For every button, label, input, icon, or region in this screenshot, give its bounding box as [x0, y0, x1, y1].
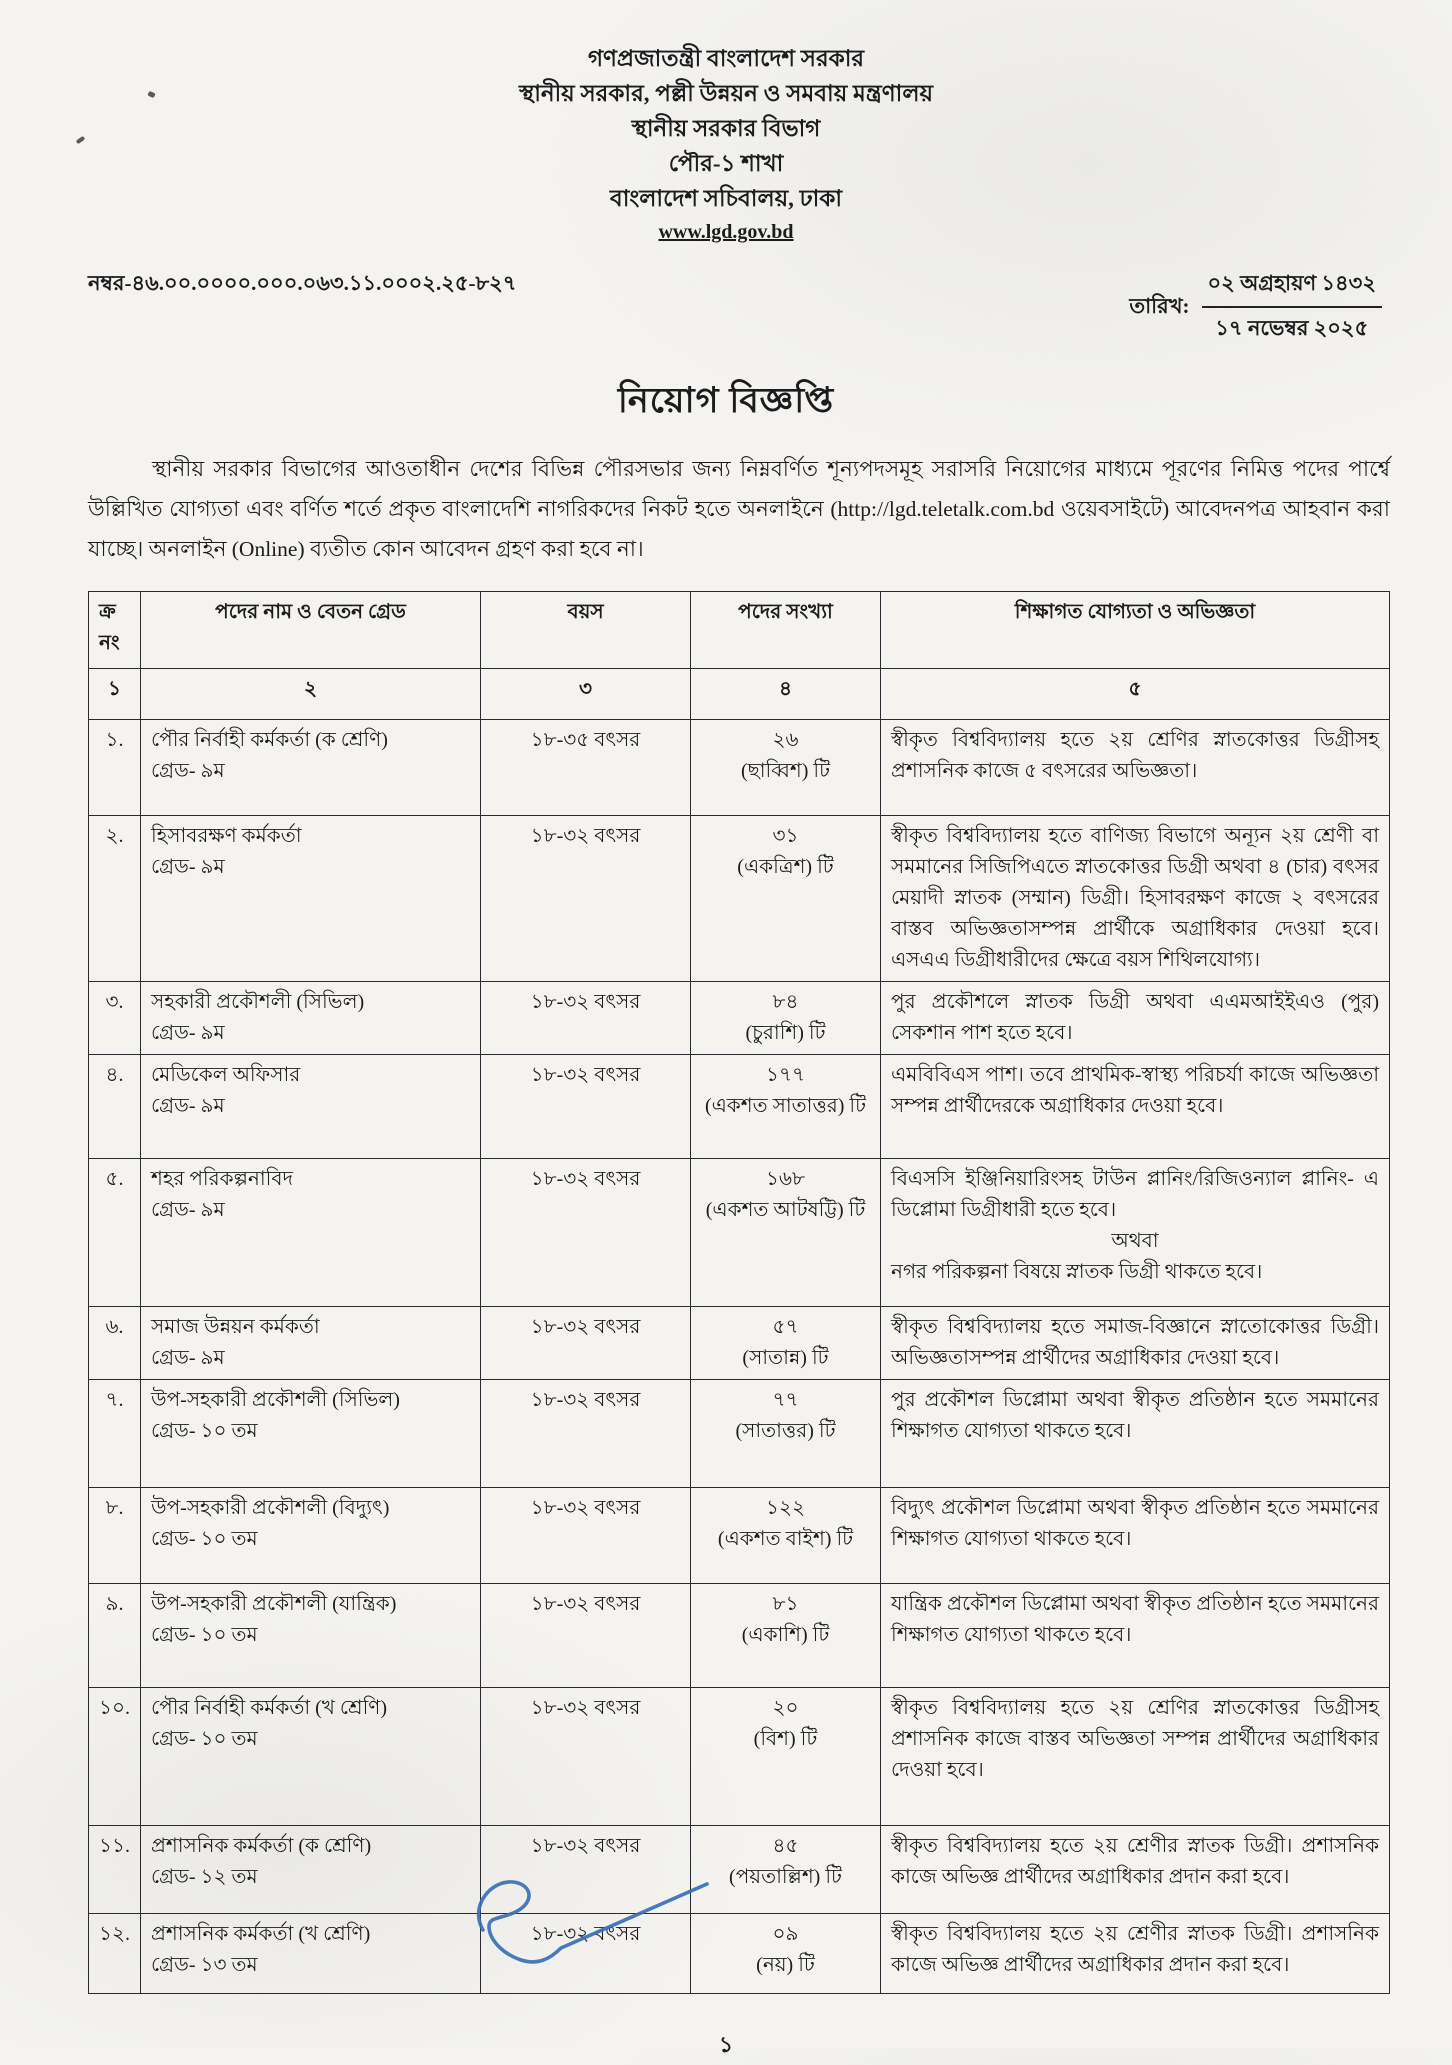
qualification-cell: স্বীকৃত বিশ্ববিদ্যালয় হতে ২য় শ্রেণির স্নাতকোত্তর ডিগ্রীসহ প্রশাসনিক কাজে বাস্তব অভিজ্ঞতা সম্পন্ন প্রার্থীদের অগ্রাধিকার দেওয়া হবে। — [881, 1688, 1390, 1826]
vacancy-count: ৪৫ — [772, 1835, 799, 1858]
memo-row — [88, 267, 1382, 347]
age-cell: ১৮-৩২ বৎসর — [481, 1914, 691, 1994]
signature-scribble — [455, 1868, 735, 1998]
letterhead — [0, 0, 1452, 247]
address-line: বাংলাদেশ সচিবালয়, ঢাকা — [609, 185, 843, 211]
post-cell — [141, 982, 481, 1055]
count-cell — [691, 720, 881, 816]
pay-grade: গ্রেড- ১০ তম — [151, 1528, 258, 1551]
post-name: উপ-সহকারী প্রকৌশলী (বিদ্যুৎ) — [151, 1497, 390, 1520]
post-cell — [141, 1688, 481, 1826]
post-cell — [141, 1914, 481, 1994]
pay-grade: গ্রেড- ৯ম — [151, 760, 225, 783]
date-stack — [1202, 267, 1382, 347]
post-name: শহর পরিকল্পনাবিদ — [151, 1168, 294, 1191]
vacancy-count-words: (একত্রিশ) টি — [737, 856, 834, 879]
post-name: উপ-সহকারী প্রকৌশলী (যান্ত্রিক) — [151, 1593, 397, 1616]
intro-paragraph: স্থানীয় সরকার বিভাগের আওতাধীন দেশের বিভিন্ন পৌরসভার জন্য নিম্নবর্ণিত শূন্যপদসমূহ সরাসরি নিয়োগের মাধ্যমে পূরণের নিমিত্ত পদের পার্শ্বে উল্লিখিত যোগ্যতা এবং বর্ণিত শর্তে প্রকৃত বাংলাদেশি নাগরিকদের নিকট হতে অনলাইনে (http://lgd.teletalk.com.bd ওয়েবসাইটে) আবেদনপত্র আহবান করা যাচ্ছে। অনলাইন (Online) ব্যতীত কোন আবেদন গ্রহণ করা হবে না। — [88, 457, 1390, 561]
serial-cell: ১২. — [89, 1914, 141, 1994]
pay-grade: গ্রেড- ১০ তম — [151, 1624, 258, 1647]
post-cell — [141, 1380, 481, 1488]
government-name: গণপ্রজাতন্ত্রী বাংলাদেশ সরকার — [587, 46, 865, 71]
serial-cell: ৫. — [89, 1159, 141, 1307]
vacancy-count-words: (একশত আটষট্টি) টি — [705, 1199, 866, 1222]
table-row — [89, 1159, 1390, 1307]
table-row — [89, 1488, 1390, 1584]
vacancy-count-words: (সাতাত্তর) টি — [735, 1420, 836, 1443]
post-cell — [141, 1584, 481, 1688]
count-cell — [691, 1488, 881, 1584]
table-row — [89, 1055, 1390, 1159]
vacancy-count: ৭৭ — [772, 1389, 799, 1412]
table-row — [89, 982, 1390, 1055]
age-cell: ১৮-৩২ বৎসর — [481, 1307, 691, 1380]
age-cell: ১৮-৩২ বৎসর — [481, 1055, 691, 1159]
qualification-cell: স্বীকৃত বিশ্ববিদ্যালয় হতে বাণিজ্য বিভাগে অন্যূন ২য় শ্রেণী বা সমমানের সিজিপিএতে স্নাতকোত্তর ডিগ্রী অথবা ৪ (চার) বৎসর মেয়াদী স্নাতক (সম্মান) ডিগ্রী। হিসাবরক্ষণ কাজে ২ বৎসরের বাস্তব অভিজ্ঞতাসম্পন্ন প্রার্থীকে অগ্রাধিকার দেওয়া হবে। এসএএ ডিগ্রীধারীদের ক্ষেত্রে বয়স শিথিলযোগ্য। — [881, 816, 1390, 982]
column-header-post: পদের নাম ও বেতন গ্রেড — [141, 592, 481, 669]
age-cell: ১৮-৩২ বৎসর — [481, 982, 691, 1055]
serial-cell: ৬. — [89, 1307, 141, 1380]
qualification-cell: পুর প্রকৌশল ডিপ্লোমা অথবা স্বীকৃত প্রতিষ্ঠান হতে সমমানের শিক্ষাগত যোগ্যতা থাকতে হবে। — [881, 1380, 1390, 1488]
pay-grade: গ্রেড- ৯ম — [151, 1022, 225, 1045]
vacancy-count: ৫৭ — [772, 1316, 799, 1339]
qualification-cell: স্বীকৃত বিশ্ববিদ্যালয় হতে ২য় শ্রেণীর স্নাতক ডিগ্রী। প্রশাসনিক কাজে অভিজ্ঞ প্রার্থীদের অগ্রাধিকার প্রদান করা হবে। — [881, 1914, 1390, 1994]
qualification-cell: বিদ্যুৎ প্রকৌশল ডিপ্লোমা অথবা স্বীকৃত প্রতিষ্ঠান হতে সমমানের শিক্ষাগত যোগ্যতা থাকতে হবে। — [881, 1488, 1390, 1584]
post-name: পৌর নির্বাহী কর্মকর্তা (খ শ্রেণি) — [151, 1697, 388, 1720]
branch-name: পৌর-১ শাখা — [668, 150, 784, 176]
serial-cell: ১১. — [89, 1826, 141, 1914]
qualification-text: বিএসসি ইঞ্জিনিয়ারিংসহ টাউন প্লানিং/রিজিওন্যাল প্লানিং- এ ডিপ্লোমা ডিগ্রীধারী হতে হবে। — [891, 1168, 1379, 1222]
age-cell: ১৮-৩২ বৎসর — [481, 1584, 691, 1688]
post-name: প্রশাসনিক কর্মকর্তা (ক শ্রেণি) — [151, 1835, 372, 1858]
post-name: প্রশাসনিক কর্মকর্তা (খ শ্রেণি) — [151, 1923, 371, 1946]
qualification-cell: স্বীকৃত বিশ্ববিদ্যালয় হতে সমাজ-বিজ্ঞানে স্নাতোকোত্তর ডিগ্রী। অভিজ্ঞতাসম্পন্ন প্রার্থীদের অগ্রাধিকার দেওয়া হবে। — [881, 1307, 1390, 1380]
vacancy-count-words: (সাতান্ন) টি — [742, 1347, 829, 1370]
pay-grade: গ্রেড- ১২ তম — [151, 1866, 258, 1889]
count-cell — [691, 1380, 881, 1488]
pay-grade: গ্রেড- ৯ম — [151, 1347, 225, 1370]
post-name: পৌর নির্বাহী কর্মকর্তা (ক শ্রেণি) — [151, 729, 388, 752]
count-cell — [691, 816, 881, 982]
column-header-count: পদের সংখ্যা — [691, 592, 881, 669]
table-row — [89, 1826, 1390, 1914]
age-cell: ১৮-৩২ বৎসর — [481, 1826, 691, 1914]
vacancy-count: ৮১ — [772, 1593, 799, 1616]
table-row — [89, 1688, 1390, 1826]
post-cell — [141, 1826, 481, 1914]
column-number-row — [89, 669, 1390, 720]
qualification-cell: যান্ত্রিক প্রকৌশল ডিপ্লোমা অথবা স্বীকৃত প্রতিষ্ঠান হতে সমমানের শিক্ষাগত যোগ্যতা থাকতে হবে। — [881, 1584, 1390, 1688]
column-header-age: বয়স — [481, 592, 691, 669]
post-cell — [141, 1488, 481, 1584]
age-cell: ১৮-৩২ বৎসর — [481, 1159, 691, 1307]
serial-cell: ২. — [89, 816, 141, 982]
serial-cell: ৮. — [89, 1488, 141, 1584]
vacancy-count: ০৯ — [772, 1923, 799, 1946]
ministry-name: স্থানীয় সরকার, পল্লী উন্নয়ন ও সমবায় মন্ত্রণালয় — [518, 80, 934, 106]
post-name: সমাজ উন্নয়ন কর্মকর্তা — [151, 1316, 320, 1339]
vacancy-count-words: (নয়) টি — [756, 1954, 815, 1977]
serial-cell: ৭. — [89, 1380, 141, 1488]
date-label: তারিখ: — [1129, 293, 1190, 318]
serial-cell: ৯. — [89, 1584, 141, 1688]
pay-grade: গ্রেড- ৯ম — [151, 1095, 225, 1118]
qualification-cell: এমবিবিএস পাশ। তবে প্রাথমিক-স্বাস্থ্য পরিচর্যা কাজে অভিজ্ঞতা সম্পন্ন প্রার্থীদেরকে অগ্রাধিকার দেওয়া হবে। — [881, 1055, 1390, 1159]
pay-grade: গ্রেড- ১৩ তম — [151, 1954, 258, 1977]
serial-cell: ৩. — [89, 982, 141, 1055]
memo-number: নম্বর-৪৬.০০.০০০০.০০০.০৬৩.১১.০০০২.২৫-৮২৭ — [88, 271, 517, 296]
post-cell — [141, 816, 481, 982]
pay-grade: গ্রেড- ৯ম — [151, 856, 225, 879]
count-cell — [691, 1688, 881, 1826]
vacancy-count: ১৭৭ — [766, 1064, 805, 1087]
column-number: ৩ — [481, 669, 691, 720]
count-cell — [691, 1055, 881, 1159]
post-name: উপ-সহকারী প্রকৌশলী (সিভিল) — [151, 1389, 400, 1412]
table-row — [89, 1380, 1390, 1488]
vacancy-count: ১২২ — [766, 1497, 805, 1520]
post-cell — [141, 720, 481, 816]
pay-grade: গ্রেড- ১০ তম — [151, 1728, 258, 1751]
table-row — [89, 1914, 1390, 1994]
post-cell — [141, 1159, 481, 1307]
post-cell — [141, 1055, 481, 1159]
count-cell — [691, 982, 881, 1055]
vacancy-count-words: (একশত বাইশ) টি — [717, 1528, 854, 1551]
post-name: সহকারী প্রকৌশলী (সিভিল) — [151, 991, 365, 1014]
qualification-cell — [881, 1159, 1390, 1307]
age-cell: ১৮-৩২ বৎসর — [481, 1688, 691, 1826]
vacancy-count: ২৬ — [772, 729, 799, 752]
vacancy-count: ৩১ — [772, 825, 799, 848]
age-cell: ১৮-৩২ বৎসর — [481, 1380, 691, 1488]
vacancy-count-words: (ছাব্বিশ) টি — [740, 760, 831, 783]
or-separator: অথবা — [1111, 1230, 1159, 1253]
column-number: ৫ — [881, 669, 1390, 720]
vacancy-count-words: (বিশ) টি — [753, 1728, 818, 1751]
date-gregorian: ১৭ নভেম্বর ২০২৫ — [1215, 316, 1369, 341]
serial-cell: ১০. — [89, 1688, 141, 1826]
page-number: ১ — [718, 2032, 734, 2058]
table-row — [89, 720, 1390, 816]
table-row — [89, 1307, 1390, 1380]
count-cell — [691, 1307, 881, 1380]
post-cell — [141, 1307, 481, 1380]
column-number: ৪ — [691, 669, 881, 720]
post-name: হিসাবরক্ষণ কর্মকর্তা — [151, 825, 302, 848]
count-cell — [691, 1584, 881, 1688]
vacancy-count: ১৬৮ — [766, 1168, 805, 1191]
qualification-cell: স্বীকৃত বিশ্ববিদ্যালয় হতে ২য় শ্রেণির স্নাতকোত্তর ডিগ্রীসহ প্রশাসনিক কাজে ৫ বৎসরের অভিজ্ঞতা। — [881, 720, 1390, 816]
count-cell — [691, 1159, 881, 1307]
pay-grade: গ্রেড- ৯ম — [151, 1199, 225, 1222]
vacancy-count-words: (চুরাশি) টি — [745, 1022, 826, 1045]
serial-cell: ৪. — [89, 1055, 141, 1159]
vacancy-count-words: (পয়তাল্লিশ) টি — [729, 1866, 842, 1889]
date-bangla: ০২ অগ্রহায়ণ ১৪৩২ — [1202, 267, 1382, 308]
column-header-serial: ক্র নং — [89, 592, 141, 669]
division-name: স্থানীয় সরকার বিভাগ — [631, 115, 821, 141]
vacancy-count-words: (একশত সাতাত্তর) টি — [704, 1095, 867, 1118]
website-text: www.lgd.gov.bd — [658, 220, 794, 243]
notice-title: নিয়োগ বিজ্ঞপ্তি — [617, 381, 835, 421]
pay-grade: গ্রেড- ১০ তম — [151, 1420, 258, 1443]
table-row — [89, 816, 1390, 982]
date-block — [1129, 267, 1382, 347]
vacancy-table — [88, 591, 1390, 1994]
table-header-row — [89, 592, 1390, 669]
column-header-qualification: শিক্ষাগত যোগ্যতা ও অভিজ্ঞতা — [881, 592, 1390, 669]
serial-cell: ১. — [89, 720, 141, 816]
age-cell: ১৮-৩২ বৎসর — [481, 1488, 691, 1584]
column-number: ২ — [141, 669, 481, 720]
age-cell: ১৮-৩২ বৎসর — [481, 816, 691, 982]
qualification-text-alt: নগর পরিকল্পনা বিষয়ে স্নাতক ডিগ্রী থাকতে হবে। — [891, 1261, 1263, 1284]
vacancy-count: ২০ — [772, 1697, 799, 1720]
table-row — [89, 1584, 1390, 1688]
qualification-cell: স্বীকৃত বিশ্ববিদ্যালয় হতে ২য় শ্রেণীর স্নাতক ডিগ্রী। প্রশাসনিক কাজে অভিজ্ঞ প্রার্থীদের অগ্রাধিকার প্রদান করা হবে। — [881, 1826, 1390, 1914]
post-name: মেডিকেল অফিসার — [151, 1064, 301, 1087]
vacancy-count-words: (একাশি) টি — [741, 1624, 830, 1647]
column-number: ১ — [89, 669, 141, 720]
vacancy-count: ৮৪ — [772, 991, 799, 1014]
age-cell: ১৮-৩৫ বৎসর — [481, 720, 691, 816]
qualification-cell: পুর প্রকৌশলে স্নাতক ডিগ্রী অথবা এএমআইইএও (পুর) সেকশান পাশ হতে হবে। — [881, 982, 1390, 1055]
